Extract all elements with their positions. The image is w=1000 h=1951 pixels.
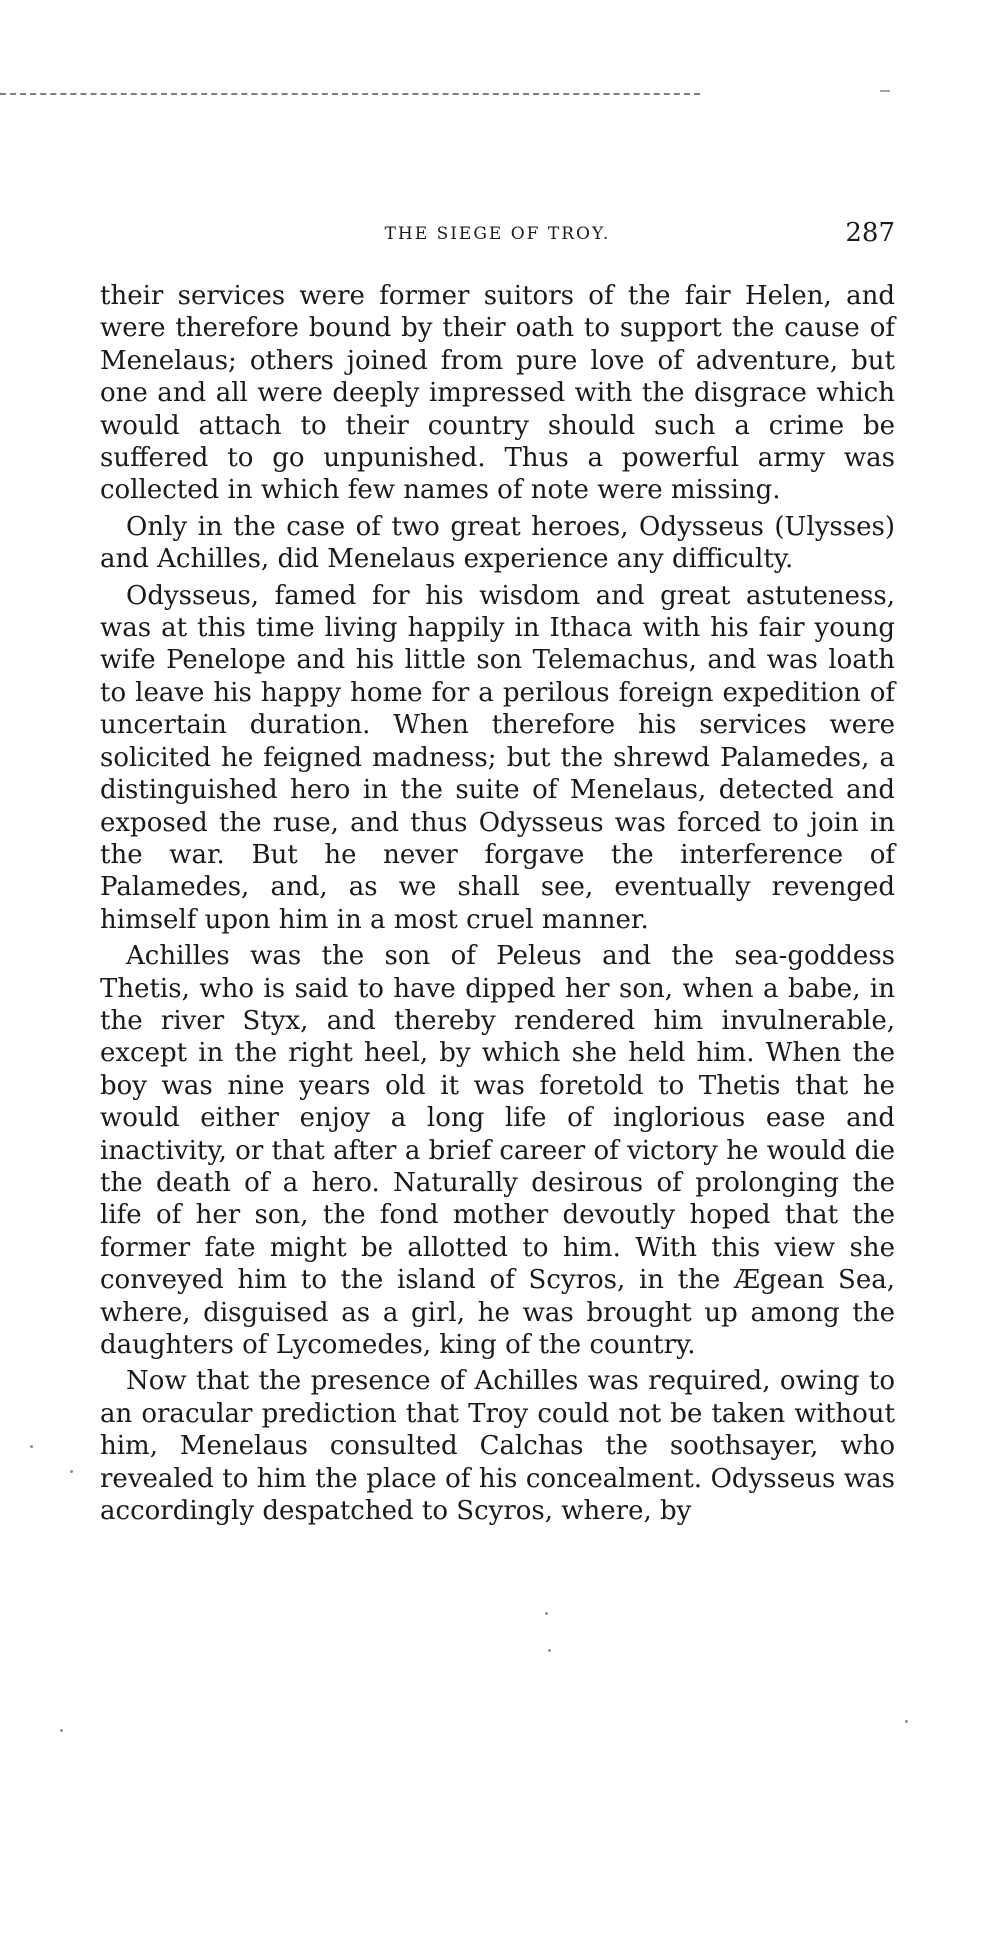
paragraph-odysseus: Odysseus, famed for his wisdom and great astuteness, was at this time living happily in Ithaca with his fair young wife Penelope and his little son Telemachus, and was loath to leave his happy home for a perilous foreign expedition of uncertain duration. When therefore his services were solicited he feigned madness; but the shrewd Palamedes, a distinguished hero in the suite of Menelaus, detected and exposed the ruse, and thus Odysseus was forced to join in the war. But he never forgave the interference of Palamedes, and, as we shall see, eventually revenged himself upon him in a most cruel manner. (100, 580, 895, 935)
paragraph-heroes: Only in the case of two great heroes, Odysseus (Ulysses) and Achilles, did Menelaus experience any difficulty. (100, 511, 895, 575)
paragraph-presence-of-achilles: Now that the presence of Achilles was required, owing to an oracular prediction that Troy could not be taken without him, Menelaus consulted Calchas the soothsayer, who revealed to him the place of his concealment. Odysseus was accordingly despatched to Scyros, where, by (100, 1366, 895, 1527)
scan-artifact-rule (0, 93, 700, 95)
scan-speck (548, 1649, 551, 1652)
scan-artifact-rule-right (880, 90, 890, 92)
scan-speck (70, 1470, 73, 1473)
scan-speck (545, 1612, 548, 1615)
text-body (100, 280, 895, 1531)
page-header (100, 220, 895, 250)
paragraph-achilles: Achilles was the son of Peleus and the sea-goddess Thetis, who is said to have dipped her son, when a babe, in the river Styx, and thereby rendered him invulnerable, except in the right heel, by which she held him. When the boy was nine years old it was foretold to Thetis that he would either enjoy a long life of inglorious ease and inactivity, or that after a brief career of victory he would die the death of a hero. Naturally desirous of prolonging the life of her son, the fond mother devoutly hoped that the former fate might be allotted to him. With this view she conveyed him to the island of Scyros, in the Ægean Sea, where, disguised as a girl, he was brought up among the daughters of Lycomedes, king of the country. (100, 941, 895, 1360)
scan-speck (60, 1729, 63, 1732)
scan-speck (905, 1720, 908, 1723)
running-title: THE SIEGE OF TROY. (384, 224, 611, 244)
scan-speck (30, 1445, 33, 1448)
paragraph-continued: their services were former suitors of the fair Helen, and were therefore bound by their oath to support the cause of Menelaus; others joined from pure love of adventure, but one and all were deeply impressed with the disgrace which would attach to their country should such a crime be suffered to go unpunished. Thus a powerful army was collected in which few names of note were missing. (100, 281, 895, 506)
page-number: 287 (845, 218, 895, 248)
